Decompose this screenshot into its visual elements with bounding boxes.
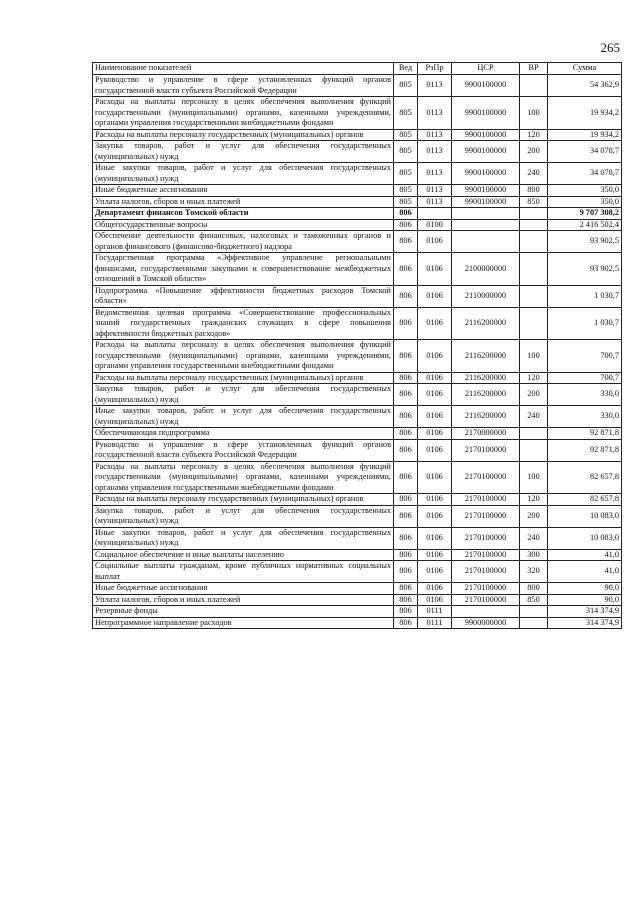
cell-name: Иные бюджетные ассигнования [93,185,394,197]
cell-vr [520,606,548,618]
cell-vr: 200 [520,505,548,527]
header-ved: Вед [394,63,418,75]
table-row [93,617,622,629]
cell-name: Уплата налогов, сборов и иных платежей [93,594,394,606]
cell-csr: 2116200000 [452,406,520,428]
cell-name: Иные бюджетные ассигнования [93,583,394,595]
cell-ved: 806 [394,384,418,406]
cell-csr: 2170100000 [452,583,520,595]
cell-rzpr: 0106 [418,307,452,340]
table-body [93,75,622,629]
cell-name: Расходы на выплаты персоналу в целях обеспечения выполнения функций государственными (муниципальными) органами, казенными учреждениями, органами управления государственными внебюджетными фондами [93,461,394,494]
cell-name: Закупка товаров, работ и услуг для обеспечения государственных (муниципальных) нужд [93,384,394,406]
cell-ved: 806 [394,594,418,606]
cell-ved: 806 [394,505,418,527]
table-row [93,129,622,141]
cell-csr: 2116200000 [452,384,520,406]
cell-csr [452,219,520,231]
cell-name: Руководство и управление в сфере установленных функций органов государственной власти субъекта Российской Федерации [93,75,394,97]
cell-csr: 2170000000 [452,428,520,440]
cell-rzpr: 0106 [418,428,452,440]
cell-sum: 330,0 [548,406,622,428]
cell-name: Департамент финансов Томской области [93,208,394,220]
cell-vr: 850 [520,594,548,606]
cell-ved: 805 [394,163,418,185]
cell-ved: 806 [394,439,418,461]
cell-vr: 120 [520,494,548,506]
header-rzpr: РзПр [418,63,452,75]
cell-rzpr [418,208,452,220]
cell-rzpr: 0113 [418,75,452,97]
cell-rzpr: 0106 [418,583,452,595]
cell-vr: 300 [520,549,548,561]
page-number: 265 [600,40,620,55]
cell-rzpr: 0113 [418,97,452,130]
cell-sum: 314 374,9 [548,617,622,629]
table-row [93,185,622,197]
table-row [93,285,622,307]
cell-rzpr: 0106 [418,285,452,307]
cell-rzpr: 0111 [418,606,452,618]
cell-csr: 9900100000 [452,163,520,185]
cell-csr: 9900100000 [452,185,520,197]
cell-sum: 34 078,7 [548,163,622,185]
cell-csr: 2116200000 [452,372,520,384]
table-row [93,163,622,185]
cell-ved: 805 [394,141,418,163]
cell-ved: 806 [394,549,418,561]
cell-name: Общегосударственные вопросы [93,219,394,231]
cell-name: Ведомственная целевая программа «Совершенствование профессиональных знаний государственных гражданских служащих в сфере повышения эффективности бюджетных расходов» [93,307,394,340]
cell-name: Руководство и управление в сфере установленных функций органов государственной власти субъекта Российской Федерации [93,439,394,461]
cell-csr: 2116200000 [452,307,520,340]
cell-ved: 806 [394,428,418,440]
cell-vr [520,219,548,231]
cell-rzpr: 0106 [418,527,452,549]
table-row [93,606,622,618]
table-row [93,307,622,340]
cell-sum: 92 871,8 [548,428,622,440]
cell-rzpr: 0100 [418,219,452,231]
table-row [93,561,622,583]
cell-sum: 90,0 [548,583,622,595]
cell-name: Иные закупки товаров, работ и услуг для обеспечения государственных (муниципальных) нужд [93,163,394,185]
table-row [93,231,622,253]
table-row [93,527,622,549]
cell-csr: 2110000000 [452,285,520,307]
header-csr: ЦСР [452,63,520,75]
cell-rzpr: 0106 [418,340,452,373]
cell-sum: 700,7 [548,372,622,384]
cell-vr [520,253,548,286]
cell-vr [520,285,548,307]
cell-rzpr: 0113 [418,129,452,141]
cell-vr: 120 [520,129,548,141]
cell-ved: 806 [394,208,418,220]
table-row [93,253,622,286]
table-row [93,141,622,163]
cell-vr: 200 [520,141,548,163]
cell-csr: 2170100000 [452,549,520,561]
cell-ved: 805 [394,75,418,97]
cell-name: Социальные выплаты гражданам, кроме публичных нормативных социальных выплат [93,561,394,583]
cell-rzpr: 0106 [418,494,452,506]
cell-rzpr: 0111 [418,617,452,629]
cell-ved: 806 [394,527,418,549]
cell-ved: 806 [394,372,418,384]
cell-name: Расходы на выплаты персоналу в целях обеспечения выполнения функций государственными (муниципальными) органами, казенными учреждениями, органами управления государственными внебюджетными фондами [93,340,394,373]
cell-rzpr: 0106 [418,231,452,253]
table-row [93,583,622,595]
cell-sum: 314 374,9 [548,606,622,618]
cell-name: Обеспечивающая подпрограмма [93,428,394,440]
table-row [93,428,622,440]
cell-csr: 2100000000 [452,253,520,286]
cell-sum: 10 083,0 [548,527,622,549]
cell-rzpr: 0106 [418,384,452,406]
cell-sum: 2 416 502,4 [548,219,622,231]
table-row [93,505,622,527]
cell-rzpr: 0106 [418,461,452,494]
cell-csr: 2170100000 [452,505,520,527]
table-row [93,340,622,373]
cell-name: Подпрограмма «Повышение эффективности бюджетных расходов Томской области» [93,285,394,307]
budget-table [92,62,622,629]
cell-sum: 10 083,0 [548,505,622,527]
cell-rzpr: 0106 [418,406,452,428]
cell-sum: 350,0 [548,196,622,208]
cell-name: Непрограммное направление расходов [93,617,394,629]
table-row [93,494,622,506]
cell-rzpr: 0106 [418,372,452,384]
cell-name: Расходы на выплаты персоналу государственных (муниципальных) органов [93,372,394,384]
cell-ved: 805 [394,185,418,197]
table-row [93,594,622,606]
cell-vr: 850 [520,196,548,208]
cell-sum: 34 078,7 [548,141,622,163]
table-header-row [93,63,622,75]
cell-vr [520,617,548,629]
table-row [93,439,622,461]
cell-rzpr: 0113 [418,141,452,163]
cell-name: Иные закупки товаров, работ и услуг для обеспечения государственных (муниципальных) нужд [93,527,394,549]
cell-sum: 82 657,8 [548,494,622,506]
table-row [93,461,622,494]
cell-rzpr: 0106 [418,549,452,561]
cell-rzpr: 0113 [418,185,452,197]
cell-csr: 2170100000 [452,561,520,583]
cell-csr: 9900100000 [452,141,520,163]
table-row [93,196,622,208]
cell-ved: 806 [394,461,418,494]
cell-csr: 2170100000 [452,461,520,494]
cell-vr: 100 [520,97,548,130]
cell-rzpr: 0113 [418,196,452,208]
cell-vr [520,208,548,220]
cell-csr [452,606,520,618]
table-row [93,219,622,231]
table-row [93,549,622,561]
cell-vr: 100 [520,340,548,373]
cell-ved: 806 [394,307,418,340]
cell-ved: 805 [394,196,418,208]
cell-ved: 806 [394,494,418,506]
cell-ved: 806 [394,253,418,286]
cell-sum: 41,0 [548,561,622,583]
cell-rzpr: 0113 [418,163,452,185]
cell-vr [520,75,548,97]
cell-vr [520,428,548,440]
cell-name: Обеспечение деятельности финансовых, налоговых и таможенных органов и органов финансового (финансово-бюджетного) надзора [93,231,394,253]
cell-csr: 9900100000 [452,97,520,130]
cell-sum: 54 362,9 [548,75,622,97]
cell-name: Резервные фонды [93,606,394,618]
cell-vr [520,307,548,340]
cell-name: Иные закупки товаров, работ и услуг для обеспечения государственных (муниципальных) нужд [93,406,394,428]
cell-csr: 9900100000 [452,196,520,208]
cell-csr [452,208,520,220]
cell-ved: 806 [394,340,418,373]
cell-sum: 93 902,5 [548,231,622,253]
cell-ved: 806 [394,219,418,231]
cell-ved: 806 [394,617,418,629]
cell-ved: 805 [394,97,418,130]
header-sum: Сумма [548,63,622,75]
cell-name: Закупка товаров, работ и услуг для обеспечения государственных (муниципальных) нужд [93,141,394,163]
table-row [93,372,622,384]
cell-sum: 9 707 308,2 [548,208,622,220]
cell-vr: 100 [520,461,548,494]
header-vr: ВР [520,63,548,75]
cell-sum: 1 030,7 [548,307,622,340]
cell-sum: 19 934,2 [548,97,622,130]
cell-vr [520,439,548,461]
cell-sum: 700,7 [548,340,622,373]
cell-csr: 2170100000 [452,527,520,549]
cell-vr: 240 [520,163,548,185]
cell-vr: 800 [520,583,548,595]
cell-rzpr: 0106 [418,594,452,606]
cell-vr: 120 [520,372,548,384]
cell-csr: 9900100000 [452,75,520,97]
cell-csr: 2170100000 [452,594,520,606]
cell-csr: 9900000000 [452,617,520,629]
cell-name: Государственная программа «Эффективное управление региональными финансами, государственными закупками и совершенствование межбюджетных отношений в Томской области» [93,253,394,286]
cell-vr: 200 [520,384,548,406]
table-row [93,97,622,130]
cell-rzpr: 0106 [418,561,452,583]
cell-name: Уплата налогов, сборов и иных платежей [93,196,394,208]
cell-vr: 320 [520,561,548,583]
cell-rzpr: 0106 [418,253,452,286]
cell-sum: 1 030,7 [548,285,622,307]
cell-ved: 806 [394,231,418,253]
cell-vr: 240 [520,406,548,428]
cell-rzpr: 0106 [418,505,452,527]
cell-vr: 240 [520,527,548,549]
cell-name: Закупка товаров, работ и услуг для обеспечения государственных (муниципальных) нужд [93,505,394,527]
cell-sum: 93 902,5 [548,253,622,286]
cell-sum: 350,0 [548,185,622,197]
table-row [93,384,622,406]
cell-csr [452,231,520,253]
cell-sum: 330,0 [548,384,622,406]
cell-name: Расходы на выплаты персоналу в целях обеспечения выполнения функций государственными (муниципальными) органами, казенными учреждениями, органами управления государственными внебюджетными фондами [93,97,394,130]
cell-ved: 805 [394,129,418,141]
cell-name: Расходы на выплаты персоналу государственных (муниципальных) органов [93,129,394,141]
table-row [93,406,622,428]
header-name: Наименование показателей [93,63,394,75]
cell-ved: 806 [394,583,418,595]
cell-ved: 806 [394,406,418,428]
cell-sum: 19 934,2 [548,129,622,141]
cell-sum: 92 871,8 [548,439,622,461]
cell-name: Социальное обеспечение и иные выплаты населению [93,549,394,561]
cell-vr [520,231,548,253]
cell-ved: 806 [394,285,418,307]
cell-csr: 2170100000 [452,494,520,506]
cell-sum: 41,0 [548,549,622,561]
cell-name: Расходы на выплаты персоналу государственных (муниципальных) органов [93,494,394,506]
cell-csr: 2170100000 [452,439,520,461]
cell-sum: 90,0 [548,594,622,606]
cell-ved: 806 [394,606,418,618]
table-row [93,75,622,97]
cell-sum: 82 657,8 [548,461,622,494]
cell-rzpr: 0106 [418,439,452,461]
cell-csr: 9900100000 [452,129,520,141]
cell-csr: 2116200000 [452,340,520,373]
cell-ved: 806 [394,561,418,583]
cell-vr: 800 [520,185,548,197]
table-row [93,208,622,220]
